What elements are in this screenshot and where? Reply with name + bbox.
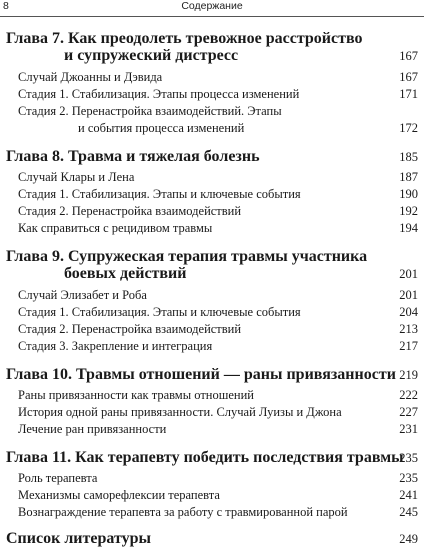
toc-entry-title: Роль терапевта xyxy=(18,471,98,485)
toc-entry-title: Стадия 2. Перенастройка взаимодействий xyxy=(18,204,242,218)
toc-entry[interactable] xyxy=(6,471,418,487)
chapter-8-title: Глава 8. Травма и тяжелая болезнь xyxy=(6,148,260,165)
toc-entry-title: Вознаграждение терапевта за работу с травмированной парой xyxy=(18,505,348,519)
toc-entry-page: 171 xyxy=(399,87,418,101)
toc-entry-title: Раны привязанности как травмы отношений xyxy=(18,388,254,402)
toc-entry[interactable] xyxy=(6,422,418,438)
toc-entry-page: 194 xyxy=(399,221,418,235)
toc-entry-title: Случай Клары и Лена xyxy=(18,170,135,184)
toc-entry-page: 204 xyxy=(399,305,418,319)
chapter-7-page: 167 xyxy=(399,49,418,63)
chapter-7-title-line2: и супружеский дистресс xyxy=(64,47,239,64)
toc-entry-title: Как справиться с рецидивом травмы xyxy=(18,221,213,235)
chapter-10-heading[interactable] xyxy=(6,366,418,382)
chapter-7-heading-cont[interactable] xyxy=(6,47,418,63)
toc-entry-title: История одной раны привязанности. Случай Луизы и Джона xyxy=(18,405,342,419)
toc-entry-title: Случай Элизабет и Роба xyxy=(18,288,147,302)
toc-entry[interactable] xyxy=(6,388,418,404)
toc-entry[interactable] xyxy=(6,70,418,86)
toc-entry-cont[interactable] xyxy=(6,121,418,137)
references-page: 249 xyxy=(399,532,418,546)
toc-entry-title: Лечение ран привязанности xyxy=(18,422,167,436)
toc-entry-title: Стадия 3. Закрепление и интеграция xyxy=(18,339,213,353)
toc-entry-page: 167 xyxy=(399,70,418,84)
page-number: 8 xyxy=(3,0,9,12)
toc-entry-title: Случай Джоанны и Дэвида xyxy=(18,70,163,84)
references-heading[interactable] xyxy=(6,530,418,546)
toc-entry[interactable] xyxy=(6,221,418,237)
chapter-9-heading[interactable] xyxy=(6,248,418,264)
toc-entry-title: Стадия 1. Стабилизация. Этапы и ключевые события xyxy=(18,305,301,319)
toc-entry[interactable] xyxy=(6,339,418,355)
chapter-8-page: 185 xyxy=(399,150,418,164)
toc-entry-page: 235 xyxy=(399,471,418,485)
toc-entry-page: 231 xyxy=(399,422,418,436)
toc-entry[interactable] xyxy=(6,505,418,521)
toc-entry[interactable] xyxy=(6,305,418,321)
header-rule xyxy=(0,16,424,17)
toc-entry-page: 172 xyxy=(399,121,418,135)
toc-entry-page: 187 xyxy=(399,170,418,184)
toc-entry[interactable] xyxy=(6,87,418,103)
toc-entry[interactable] xyxy=(6,488,418,504)
chapter-9-page: 201 xyxy=(399,267,418,281)
toc-entry[interactable] xyxy=(6,322,418,338)
chapter-10-title: Глава 10. Травмы отношений — раны привязанности xyxy=(6,366,396,383)
chapter-8-heading[interactable] xyxy=(6,148,418,164)
toc-entry-title: Стадия 2. Перенастройка взаимодействий. Этапы xyxy=(18,104,282,118)
references-title: Список литературы xyxy=(6,530,151,547)
toc-entry[interactable] xyxy=(6,288,418,304)
toc-entry-page: 227 xyxy=(399,405,418,419)
toc-entry[interactable] xyxy=(6,204,418,220)
toc-entry-page: 245 xyxy=(399,505,418,519)
chapter-7-title-line1: Глава 7. Как преодолеть тревожное расстройство xyxy=(6,30,363,47)
toc-entry-page: 213 xyxy=(399,322,418,336)
toc-entry-page: 241 xyxy=(399,488,418,502)
toc-entry-title: Стадия 1. Стабилизация. Этапы и ключевые события xyxy=(18,187,301,201)
toc-entry-title: Механизмы саморефлексии терапевта xyxy=(18,488,220,502)
toc-entry[interactable] xyxy=(6,170,418,186)
toc-entry-title: Стадия 2. Перенастройка взаимодействий xyxy=(18,322,242,336)
chapter-9-title-line2: боевых действий xyxy=(64,265,187,282)
chapter-9-title-line1: Глава 9. Супружеская терапия травмы участника xyxy=(6,248,368,265)
chapter-9-heading-cont[interactable] xyxy=(6,265,418,281)
running-head xyxy=(0,0,424,16)
toc-entry-page: 217 xyxy=(399,339,418,353)
chapter-11-heading[interactable] xyxy=(6,449,418,465)
chapter-11-title: Глава 11. Как терапевту победить последствия травмы xyxy=(6,449,404,466)
toc-entry-page: 201 xyxy=(399,288,418,302)
running-head-title: Содержание xyxy=(181,0,243,12)
toc-entry[interactable] xyxy=(6,405,418,421)
chapter-11-page: 235 xyxy=(399,451,418,465)
toc-entry[interactable] xyxy=(6,187,418,203)
toc-entry-page: 190 xyxy=(399,187,418,201)
toc-entry-title: Стадия 1. Стабилизация. Этапы процесса изменений xyxy=(18,87,300,101)
toc-entry-title-cont: и события процесса изменений xyxy=(78,121,245,135)
chapter-7-heading[interactable] xyxy=(6,30,418,46)
toc-entry-page: 222 xyxy=(399,388,418,402)
toc-entry[interactable] xyxy=(6,104,418,120)
toc-entry-page: 192 xyxy=(399,204,418,218)
chapter-10-page: 219 xyxy=(399,368,418,382)
